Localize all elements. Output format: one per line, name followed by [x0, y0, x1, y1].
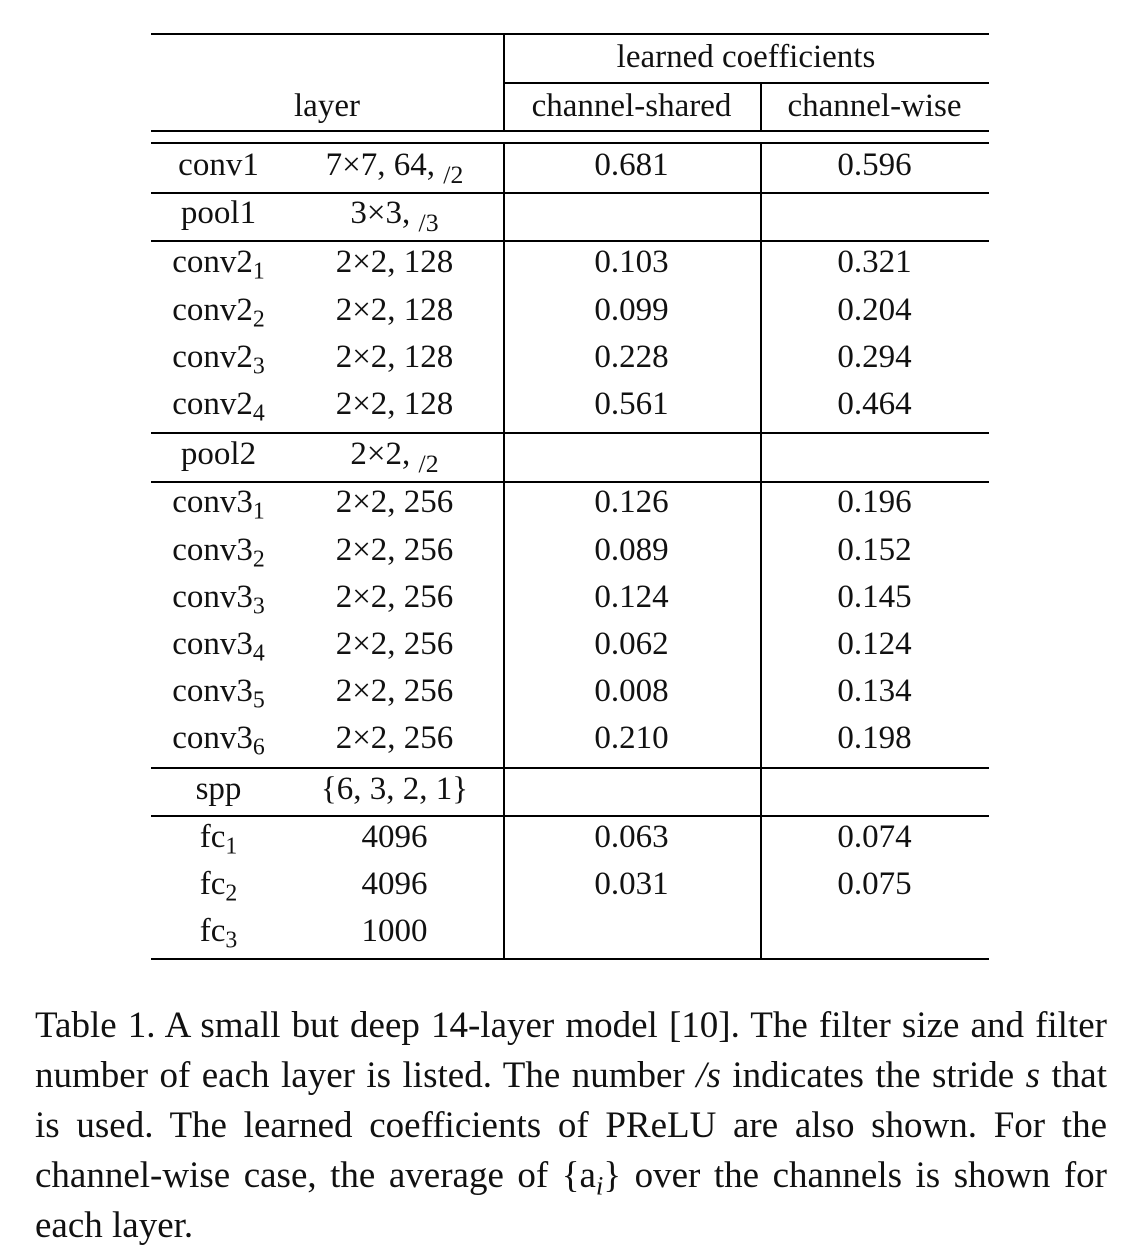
channel-wise-value: 0.198	[837, 720, 912, 756]
layer-name: conv1	[178, 147, 259, 183]
layer-filter: 2×2, $_{/2}$	[350, 436, 439, 478]
channel-shared-value: 0.124	[594, 579, 669, 615]
stride-label: /2	[443, 159, 464, 189]
channel-shared-value: 0.062	[594, 626, 669, 662]
group-rule	[503, 82, 989, 84]
layer-name: $fc_2$	[199, 866, 238, 907]
channel-shared-value: 0.681	[594, 147, 669, 183]
channel-shared-value: 0.008	[594, 673, 669, 709]
channel-shared-value: 0.126	[594, 484, 669, 520]
channel-shared-value: 0.063	[594, 819, 669, 855]
caption-text-4: over the channels is shown for each layer.	[35, 1155, 1107, 1246]
header-rule-1	[151, 130, 989, 132]
table-caption	[35, 1001, 1107, 1251]
layer-name: $conv3_4$	[172, 626, 265, 667]
channel-wise-value: 0.196	[837, 484, 912, 520]
layer-name: pool2	[180, 436, 257, 472]
stride-label: /2	[418, 448, 439, 478]
caption-s-symbol: s	[1025, 1055, 1041, 1096]
layer-filter: 4096	[361, 819, 428, 855]
channel-shared-value: 0.210	[594, 720, 669, 756]
channel-shared-value: 0.103	[594, 244, 669, 280]
layer-name: pool1	[180, 195, 257, 231]
layer-filter: 2×2, 128	[335, 292, 454, 328]
caption-text-1: Table 1. A small but deep 14-layer model [10]. The filter size and filter number of each layer is listed. The number	[35, 1005, 1107, 1096]
caption-ai-symbol: $\{a_i\}$	[561, 1155, 622, 1201]
layer-name: $fc_3$	[199, 913, 238, 954]
top-rule	[151, 33, 989, 35]
layer-filter: 1000	[361, 913, 428, 949]
channel-wise-value: 0.464	[837, 386, 912, 422]
channel-shared-value: 0.561	[594, 386, 669, 422]
channel-wise-value: 0.152	[837, 532, 912, 568]
layer-name: $conv2_3$	[172, 339, 265, 380]
header-channel-shared: channel-shared	[531, 88, 732, 124]
channel-wise-value: 0.074	[837, 819, 912, 855]
channel-wise-value: 0.134	[837, 673, 912, 709]
channel-wise-value: 0.124	[837, 626, 912, 662]
layer-filter: 2×2, 256	[335, 579, 454, 615]
layer-name: spp	[195, 771, 242, 807]
header-layer: layer	[294, 88, 360, 124]
layer-filter: 3×3, $_{/3}$	[350, 195, 439, 237]
layer-name: $conv2_1$	[172, 244, 265, 285]
channel-shared-value: 0.099	[594, 292, 669, 328]
layer-filter: 4096	[361, 866, 428, 902]
layer-name: $conv2_2$	[172, 292, 265, 333]
header-channel-wise: channel-wise	[787, 88, 962, 124]
layer-name: $conv3_3$	[172, 579, 265, 620]
layer-filter: {6, 3, 2, 1}	[320, 771, 469, 807]
layer-name: $conv3_2$	[172, 532, 265, 573]
caption-text-2: indicates the stride	[720, 1055, 1026, 1096]
layer-filter: 2×2, 128	[335, 386, 454, 422]
channel-wise-value: 0.075	[837, 866, 912, 902]
layer-name: $conv3_1$	[172, 484, 265, 525]
layer-filter: 2×2, 128	[335, 339, 454, 375]
channel-wise-value: 0.145	[837, 579, 912, 615]
header-rule-2	[151, 142, 989, 144]
channel-shared-value: 0.089	[594, 532, 669, 568]
layer-name: $conv3_6$	[172, 720, 265, 761]
channel-shared-value: 0.031	[594, 866, 669, 902]
caption-stride-symbol: /s	[696, 1055, 721, 1096]
channel-wise-value: 0.294	[837, 339, 912, 375]
bottom-rule	[151, 958, 989, 960]
layer-filter: 2×2, 256	[335, 673, 454, 709]
layer-filter: 7×7, 64, $_{/2}$	[325, 147, 464, 189]
channel-wise-value: 0.204	[837, 292, 912, 328]
channel-wise-value: 0.321	[837, 244, 912, 280]
layer-filter: 2×2, 256	[335, 626, 454, 662]
layer-filter: 2×2, 256	[335, 484, 454, 520]
channel-wise-value: 0.596	[837, 147, 912, 183]
layer-name: $conv2_4$	[172, 386, 265, 427]
channel-shared-value: 0.228	[594, 339, 669, 375]
layer-filter: 2×2, 256	[335, 532, 454, 568]
layer-filter: 2×2, 256	[335, 720, 454, 756]
layer-name: $conv3_5$	[172, 673, 265, 714]
stride-label: /3	[418, 207, 439, 237]
layer-name: $fc_1$	[199, 819, 238, 860]
caption-text-3: that is used. The learned coefficients of PReLU are also shown. For the channel-wise case, the average of	[35, 1055, 1107, 1196]
header-learned-coefficients: learned coefficients	[616, 39, 876, 75]
layer-filter: 2×2, 128	[335, 244, 454, 280]
